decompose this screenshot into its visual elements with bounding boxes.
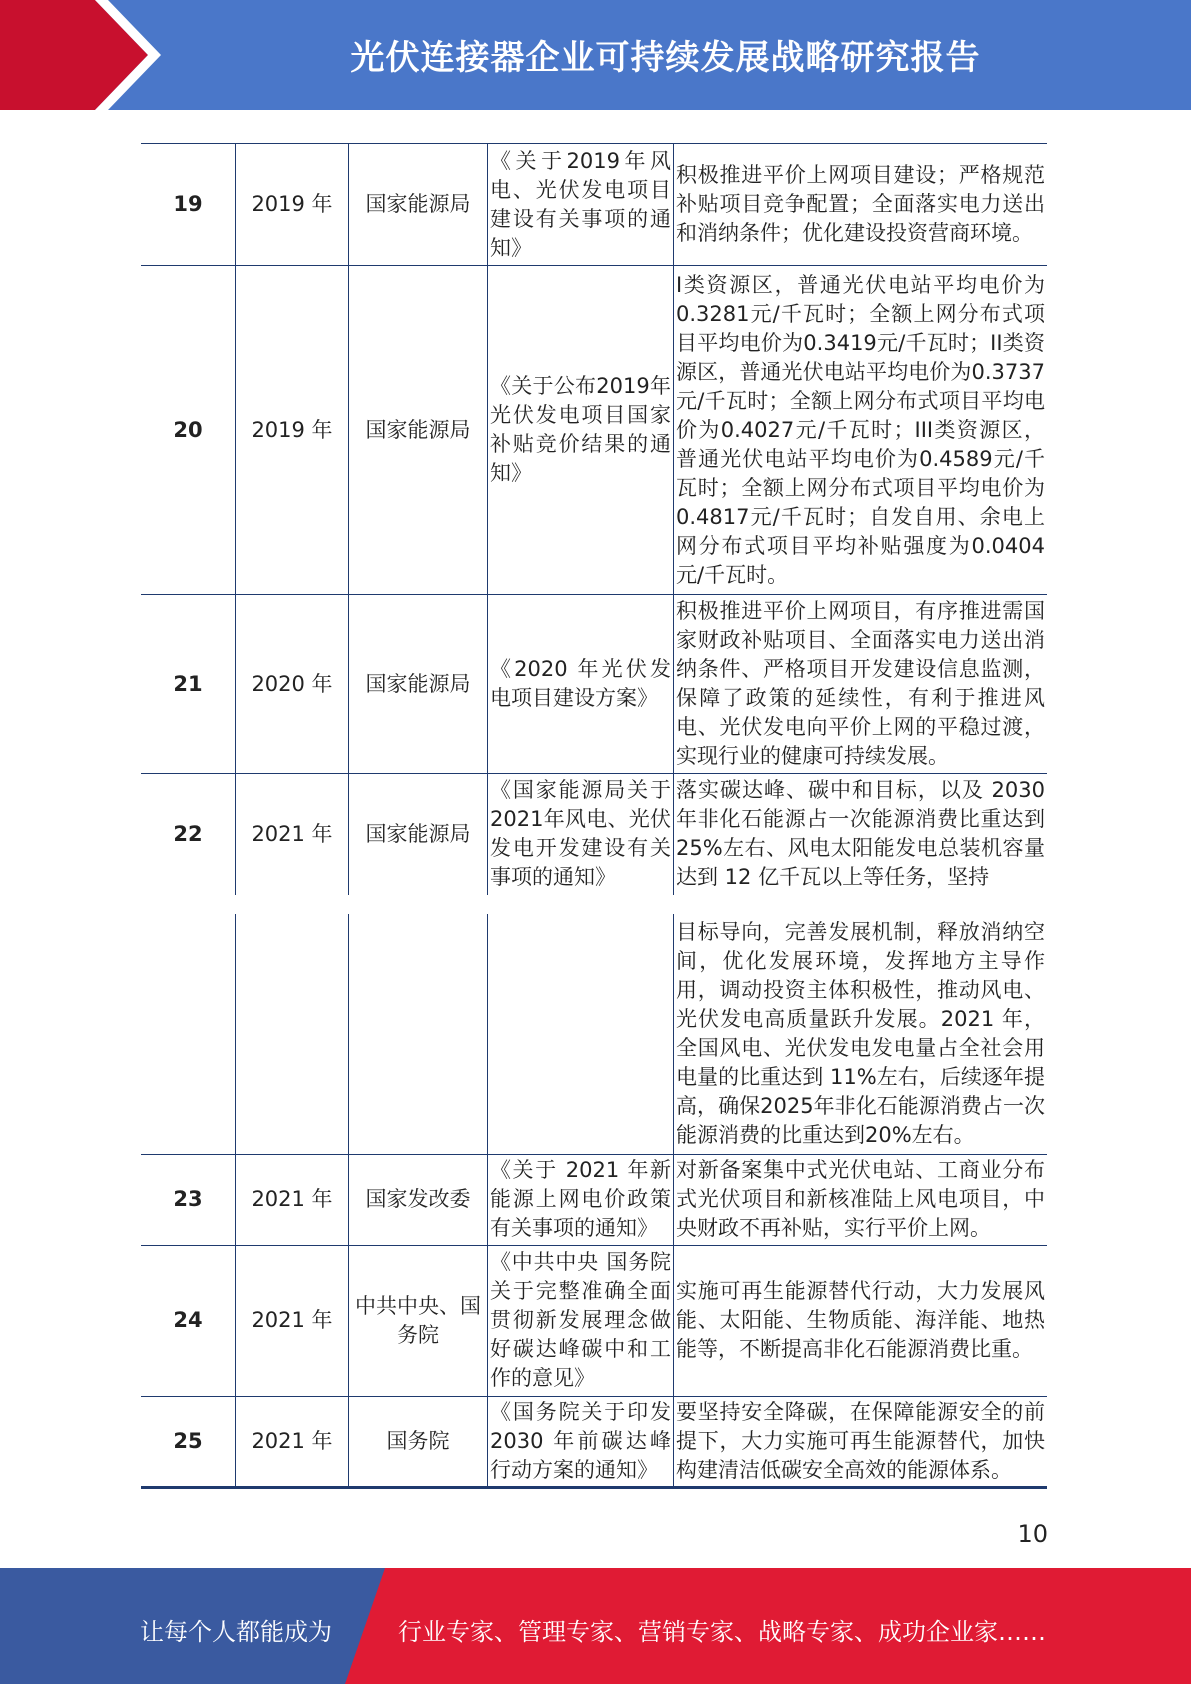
table-row — [141, 595, 1047, 774]
table-row — [141, 144, 1047, 266]
table-row — [141, 1154, 1047, 1245]
row-number: 20 — [141, 266, 236, 595]
row-org: 国务院 — [349, 1396, 488, 1487]
row-document: 《关于公布2019年光伏发电项目国家补贴竞价结果的通知》 — [488, 266, 674, 595]
row-year-empty — [236, 914, 349, 1154]
row-document: 《关于2019年风电、光伏发电项目建设有关事项的通知》 — [488, 144, 674, 266]
row-number: 19 — [141, 144, 236, 266]
row-document: 《国务院关于印发2030 年前碳达峰行动方案的通知》 — [488, 1396, 674, 1487]
row-content: 目标导向，完善发展机制，释放消纳空间，优化发展环境，发挥地方主导作用，调动投资主体积极性，推动风电、光伏发电高质量跃升发展。2021 年，全国风电、光伏发电发电量占全社会用电量的比重达到 11%左右，后续逐年提高，确保2025年非化石能源消费占一次能源消费的比重达到20%左右。 — [674, 914, 1048, 1154]
header-red-shape — [0, 0, 148, 110]
row-org: 国家发改委 — [349, 1154, 488, 1245]
row-content: I类资源区，普通光伏电站平均电价为0.3281元/千瓦时；全额上网分布式项目平均电价为0.3419元/千瓦时；II类资源区，普通光伏电站平均电价为0.3737元/千瓦时；全额上网分布式项目平均电价为0.4027元/千瓦时；III类资源区，普通光伏电站平均电价为0.4589元/千瓦时；全额上网分布式项目平均电价为0.4817元/千瓦时；自发自用、余电上网分布式项目平均补贴强度为0.0404元/千瓦时。 — [674, 266, 1048, 595]
row-year: 2021 年 — [236, 1154, 349, 1245]
row-content: 实施可再生能源替代行动，大力发展风能、太阳能、生物质能、海洋能、地热能等，不断提高非化石能源消费比重。 — [674, 1245, 1048, 1396]
row-year: 2019 年 — [236, 266, 349, 595]
row-document: 《中共中央 国务院关于完整准确全面贯彻新发展理念做好碳达峰碳中和工作的意见》 — [488, 1245, 674, 1396]
row-content: 要坚持安全降碳，在保障能源安全的前提下，大力实施可再生能源替代，加快构建清洁低碳安全高效的能源体系。 — [674, 1396, 1048, 1487]
table-row — [141, 1396, 1047, 1487]
row-org-empty — [349, 914, 488, 1154]
row-document: 《关于 2021 年新能源上网电价政策有关事项的通知》 — [488, 1154, 674, 1245]
row-org: 国家能源局 — [349, 595, 488, 774]
row-org: 国家能源局 — [349, 774, 488, 895]
row-content: 积极推进平价上网项目，有序推进需国家财政补贴项目、全面落实电力送出消纳条件、严格项目开发建设信息监测，保障了政策的延续性，有利于推进风电、光伏发电向平价上网的平稳过渡，实现行业的健康可持续发展。 — [674, 595, 1048, 774]
table-row — [141, 914, 1047, 1154]
row-year: 2019 年 — [236, 144, 349, 266]
row-year: 2021 年 — [236, 1396, 349, 1487]
row-content: 落实碳达峰、碳中和目标，以及 2030 年非化石能源占一次能源消费比重达到 25%左右、风电太阳能发电总装机容量达到 12 亿千瓦以上等任务，坚持 — [674, 774, 1048, 895]
row-number-empty — [141, 914, 236, 1154]
table-row — [141, 774, 1047, 895]
footer-slogan-right: 行业专家、管理专家、营销专家、战略专家、成功企业家…… — [398, 1618, 1046, 1646]
row-number: 23 — [141, 1154, 236, 1245]
page-title: 光伏连接器企业可持续发展战略研究报告 — [350, 38, 981, 78]
policy-table-continued — [141, 914, 1047, 1489]
row-number: 24 — [141, 1245, 236, 1396]
row-year: 2021 年 — [236, 774, 349, 895]
row-org: 中共中央、国务院 — [349, 1245, 488, 1396]
row-number: 22 — [141, 774, 236, 895]
row-year: 2021 年 — [236, 1245, 349, 1396]
policy-table — [141, 143, 1047, 895]
table-row — [141, 1245, 1047, 1396]
page-number: 10 — [1017, 1520, 1048, 1548]
row-year: 2020 年 — [236, 595, 349, 774]
row-org: 国家能源局 — [349, 266, 488, 595]
row-number: 25 — [141, 1396, 236, 1487]
row-content: 对新备案集中式光伏电站、工商业分布式光伏项目和新核准陆上风电项目，中央财政不再补贴，实行平价上网。 — [674, 1154, 1048, 1245]
row-document: 《2020 年光伏发电项目建设方案》 — [488, 595, 674, 774]
table-row — [141, 266, 1047, 595]
footer-slogan-left: 让每个人都能成为 — [140, 1618, 332, 1646]
row-number: 21 — [141, 595, 236, 774]
row-content: 积极推进平价上网项目建设；严格规范补贴项目竞争配置；全面落实电力送出和消纳条件；优化建设投资营商环境。 — [674, 144, 1048, 266]
row-document-empty — [488, 914, 674, 1154]
row-org: 国家能源局 — [349, 144, 488, 266]
row-document: 《国家能源局关于2021年风电、光伏发电开发建设有关事项的通知》 — [488, 774, 674, 895]
